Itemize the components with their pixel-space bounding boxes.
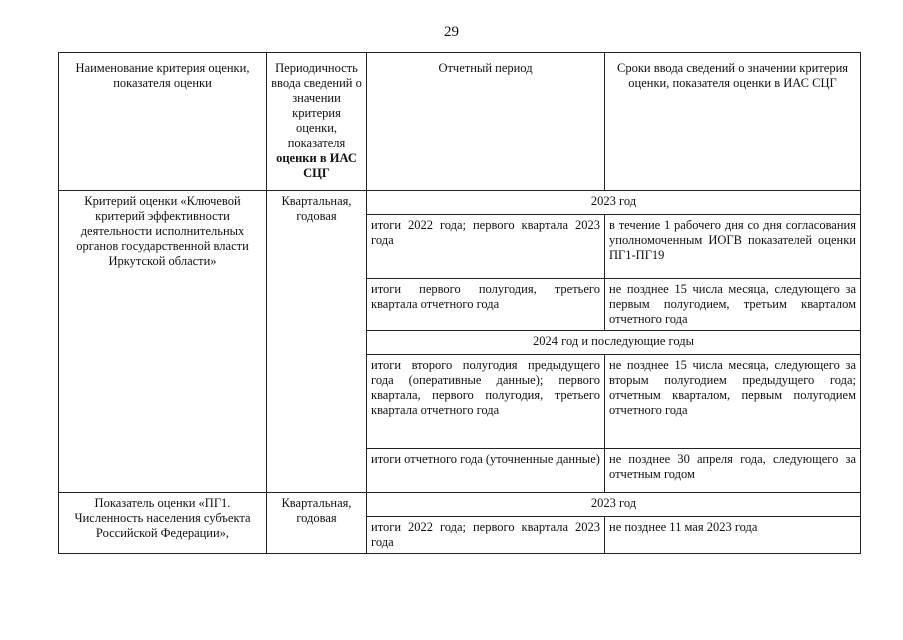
header-deadline: Сроки ввода сведений о значении критерия оценки, показателя оценки в ИАС СЦГ [605, 53, 861, 191]
reporting-period-cell: итоги 2022 года; первого квартала 2023 года [367, 215, 605, 279]
deadline-cell: не позднее 11 мая 2023 года [605, 517, 861, 554]
deadline-cell: не позднее 15 числа месяца, следующего за первым полугодием, третьим кварталом отчетного года [605, 279, 861, 331]
indicator-name-cell: Показатель оценки «ПГ1. Численность населения субъекта Российской Федерации», [59, 493, 267, 554]
page-number: 29 [444, 24, 459, 40]
deadline-cell: в течение 1 рабочего дня со дня согласования уполномоченным ИОГВ показателей оценки ПГ1-ПГ19 [605, 215, 861, 279]
header-periodicity [267, 53, 367, 191]
reporting-period-cell: итоги 2022 года; первого квартала 2023 года [367, 517, 605, 554]
periodicity-cell: Квартальная, годовая [267, 191, 367, 493]
deadline-cell: не позднее 15 числа месяца, следующего за вторым полугодием предыдущего года; отчетным кварталом, первым полугодием отчетного года [605, 355, 861, 449]
header-criterion-name: Наименование критерия оценки, показателя оценки [59, 53, 267, 191]
table-row [59, 493, 861, 517]
header-periodicity-text: Периодичность ввода сведений о значении критерия оценки, показателя [271, 61, 362, 150]
year-heading-2023: 2023 год [367, 493, 861, 517]
criterion-name-cell: Критерий оценки «Ключевой критерий эффективности деятельности исполнительных органов государственной власти Иркутской области» [59, 191, 267, 493]
header-reporting-period: Отчетный период [367, 53, 605, 191]
criteria-table [58, 52, 861, 554]
reporting-period-cell: итоги отчетного года (уточненные данные) [367, 449, 605, 493]
year-heading-2023: 2023 год [367, 191, 861, 215]
year-heading-2024: 2024 год и последующие годы [367, 331, 861, 355]
table-row [59, 191, 861, 215]
header-periodicity-bold: оценки в ИАС СЦГ [276, 151, 357, 180]
reporting-period-cell: итоги второго полугодия предыдущего года (оперативные данные); первого квартала, первого полугодия, третьего квартала отчетного года [367, 355, 605, 449]
table-header-row [59, 53, 861, 191]
periodicity-cell: Квартальная, годовая [267, 493, 367, 554]
reporting-period-cell: итоги первого полугодия, третьего квартала отчетного года [367, 279, 605, 331]
deadline-cell: не позднее 30 апреля года, следующего за отчетным годом [605, 449, 861, 493]
